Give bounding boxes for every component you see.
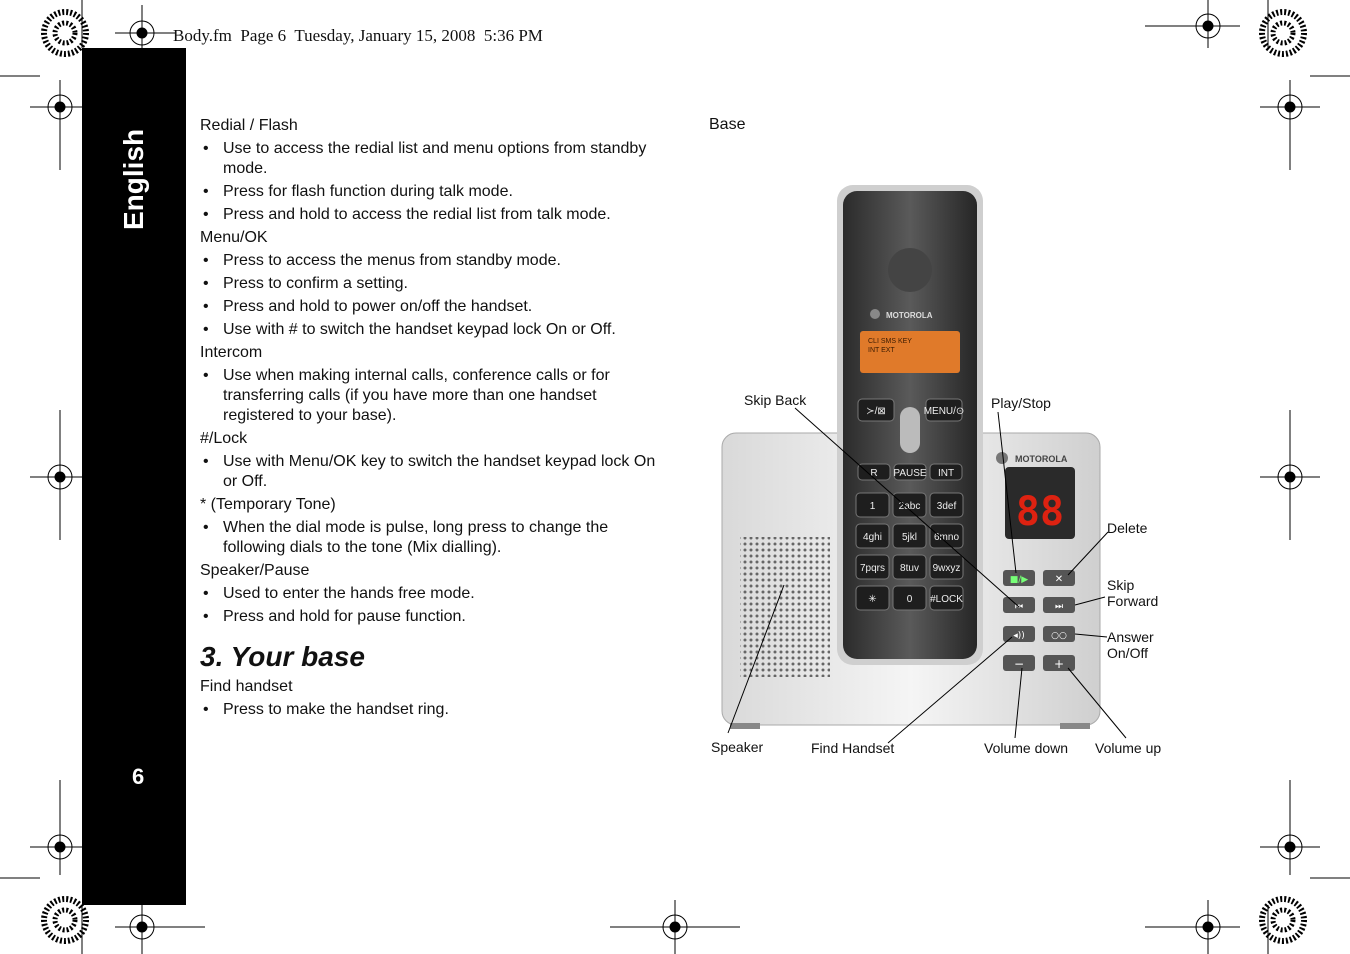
callout-volume-up: Volume up	[1095, 740, 1162, 756]
list-item: • Use with # to switch the handset keypad lock On or Off.	[200, 320, 670, 340]
list-item: • Press and hold to access the redial list from talk mode.	[200, 205, 670, 225]
section	[200, 116, 670, 225]
find-handset-title: Find handset	[200, 678, 293, 695]
section	[200, 561, 670, 627]
section-title: Menu/OK	[200, 229, 268, 246]
section	[200, 495, 670, 558]
lcd-line2: INT EXT	[868, 347, 895, 354]
section-title: * (Temporary Tone)	[200, 496, 336, 513]
speaker-grille	[740, 537, 830, 677]
keypad-key-label: 8tuv	[900, 563, 919, 574]
handset-brand: MOTOROLA	[886, 311, 933, 320]
keypad-key-label: 7pqrs	[859, 563, 886, 574]
keypad-key-label: 3def	[936, 501, 957, 512]
lcd-line1: CLI SMS KEY	[868, 338, 912, 345]
keypad-key-label: 4ghi	[863, 532, 882, 543]
intercom-key-label: ≻/⊠	[866, 406, 886, 417]
keypad-key-label: 2abc	[898, 501, 921, 512]
callout-delete: Delete	[1107, 520, 1148, 536]
list-item: • Press to access the menus from standby mode.	[200, 251, 670, 271]
list-item: • Press for flash function during talk mode.	[200, 182, 670, 202]
svg-text:+: +	[1053, 657, 1065, 671]
find-handset-section	[200, 677, 670, 720]
keypad-key-label: 5jkl	[901, 532, 918, 543]
list-item: • Press to make the handset ring.	[200, 700, 670, 720]
base-heading: 3. Your base	[200, 641, 365, 672]
callout-play-stop: Play/Stop	[991, 395, 1051, 411]
list-item: • Press to confirm a setting.	[200, 274, 670, 294]
bullet-list	[200, 139, 670, 225]
list-item: • Press and hold for pause function.	[200, 607, 670, 627]
section	[200, 228, 670, 340]
phone-base-illustration	[700, 175, 1260, 775]
pause-key-label: PAUSE	[893, 468, 927, 479]
figure-label: Base	[709, 116, 746, 133]
svg-text:⏭: ⏭	[1054, 602, 1064, 612]
svg-text:○○: ○○	[1051, 631, 1067, 641]
keypad-key-label: ✳	[868, 594, 877, 605]
svg-text:−: −	[1013, 657, 1025, 671]
keypad-key-label: 0	[906, 594, 913, 605]
key-descriptions	[200, 116, 670, 723]
section-title: #/Lock	[200, 430, 248, 447]
find-handset-list	[200, 700, 670, 720]
menu-ok-key-label: MENU/⊙	[923, 406, 965, 417]
section-title: Redial / Flash	[200, 117, 298, 134]
keypad-key-label: #LOCK	[930, 594, 963, 605]
base-brand: MOTOROLA	[1015, 454, 1068, 464]
section	[200, 429, 670, 492]
motorola-logo-icon	[996, 452, 1008, 464]
section	[200, 343, 670, 426]
callout-answer-2: On/Off	[1107, 645, 1148, 661]
keypad-key-label: 6mno	[933, 532, 960, 543]
redial-key-label: R	[870, 468, 878, 479]
section-title: Speaker/Pause	[200, 562, 310, 579]
bullet-list	[200, 584, 670, 627]
callout-volume-down: Volume down	[984, 740, 1069, 756]
bullet-list	[200, 366, 670, 426]
earpiece-icon	[888, 248, 932, 292]
callout-find-handset: Find Handset	[811, 740, 895, 756]
section-title: Intercom	[200, 344, 263, 361]
int-key-label: INT	[937, 468, 955, 479]
callout-skip-back: Skip Back	[744, 392, 807, 408]
language-label: English	[118, 128, 149, 230]
section-list	[200, 116, 670, 627]
list-item: • Used to enter the hands free mode.	[200, 584, 670, 604]
display-digits: 88	[1015, 489, 1065, 535]
bullet-list	[200, 251, 670, 340]
bullet-list	[200, 518, 670, 558]
bullet-list	[200, 452, 670, 492]
callout-skip-forward-1: Skip	[1107, 577, 1135, 593]
svg-text:⏮: ⏮	[1014, 602, 1024, 612]
list-item: • When the dial mode is pulse, long press to change the following dials to the tone (Mix dialling).	[200, 518, 670, 558]
list-item: • Use when making internal calls, conference calls or for transferring calls (if you have more than one handset registered to your base).	[200, 366, 670, 426]
list-item: • Use with Menu/OK key to switch the handset keypad lock On or Off.	[200, 452, 670, 492]
keypad-key-label: 1	[869, 501, 876, 512]
svg-text:◂)): ◂))	[1013, 631, 1025, 641]
handset-logo-icon	[870, 309, 880, 319]
callout-answer-1: Answer	[1107, 629, 1154, 645]
list-item: • Press and hold to power on/off the handset.	[200, 297, 670, 317]
callout-skip-forward-2: Forward	[1107, 593, 1159, 609]
nav-key[interactable]	[900, 407, 920, 453]
svg-text:✕: ✕	[1054, 574, 1064, 585]
page-header: Body.fm Page 6 Tuesday, January 15, 2008 5:36 PM	[173, 26, 543, 45]
svg-text:■/▶: ■/▶	[1009, 575, 1029, 585]
page-number: 6	[132, 764, 145, 789]
list-item: • Use to access the redial list and menu options from standby mode.	[200, 139, 670, 179]
keypad-key-label: 9wxyz	[932, 563, 961, 574]
language-tab	[114, 128, 154, 230]
callout-speaker: Speaker	[711, 739, 764, 755]
